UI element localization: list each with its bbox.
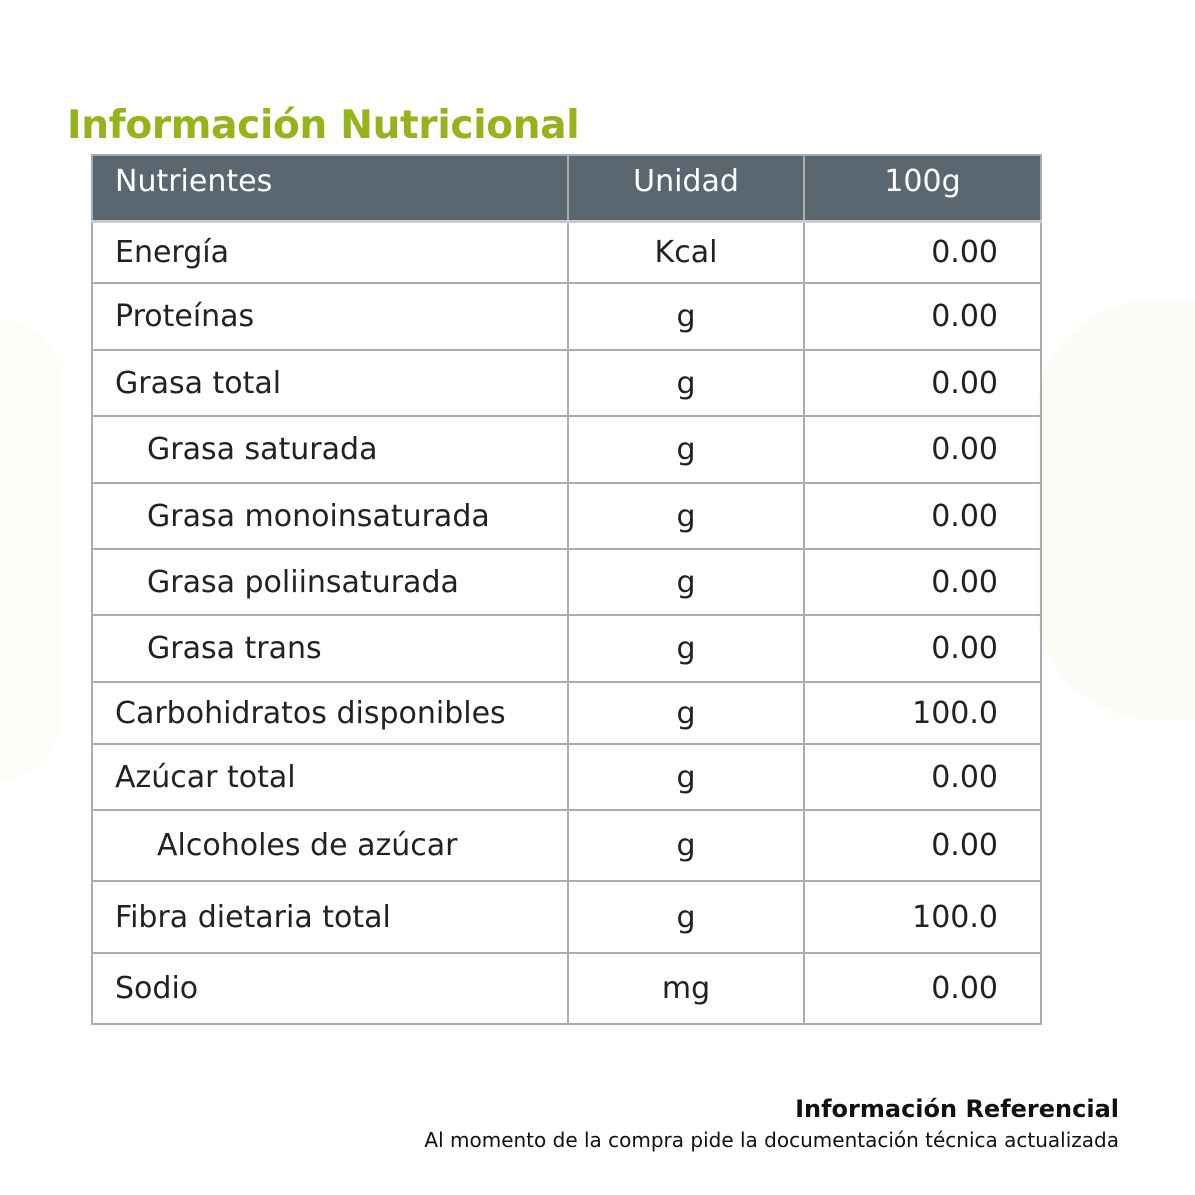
nutrient-value: 0.00 bbox=[804, 350, 1041, 416]
nutrient-value: 0.00 bbox=[804, 416, 1041, 483]
nutrient-unit: g bbox=[568, 416, 804, 483]
table-row bbox=[92, 881, 1041, 953]
table-row bbox=[92, 549, 1041, 615]
nutrient-name: Grasa total bbox=[92, 350, 568, 416]
nutrient-name: Sodio bbox=[92, 953, 568, 1024]
nutrient-name: Alcoholes de azúcar bbox=[92, 810, 568, 881]
nutrient-name: Carbohidratos disponibles bbox=[92, 682, 568, 744]
header-value: 100g bbox=[804, 155, 1041, 221]
nutrient-unit: g bbox=[568, 810, 804, 881]
nutrient-value: 0.00 bbox=[804, 221, 1041, 283]
nutrient-unit: g bbox=[568, 283, 804, 350]
table-row bbox=[92, 350, 1041, 416]
nutrient-name: Azúcar total bbox=[92, 744, 568, 810]
nutrient-unit: g bbox=[568, 744, 804, 810]
table-row bbox=[92, 953, 1041, 1024]
nutrient-value: 0.00 bbox=[804, 744, 1041, 810]
nutrient-value: 0.00 bbox=[804, 953, 1041, 1024]
nutrient-unit: g bbox=[568, 483, 804, 549]
background-shape-right bbox=[1035, 300, 1195, 720]
nutrient-value: 0.00 bbox=[804, 810, 1041, 881]
nutrient-value: 0.00 bbox=[804, 483, 1041, 549]
nutrition-table bbox=[91, 154, 1042, 1025]
nutrient-unit: g bbox=[568, 682, 804, 744]
header-unit: Unidad bbox=[568, 155, 804, 221]
nutrient-name: Grasa saturada bbox=[92, 416, 568, 483]
nutrition-table-body bbox=[92, 221, 1041, 1024]
table-row bbox=[92, 615, 1041, 682]
nutrient-value: 0.00 bbox=[804, 615, 1041, 682]
nutrient-unit: mg bbox=[568, 953, 804, 1024]
table-row bbox=[92, 810, 1041, 881]
nutrient-unit: g bbox=[568, 350, 804, 416]
nutrient-value: 0.00 bbox=[804, 549, 1041, 615]
nutrient-name: Proteínas bbox=[92, 283, 568, 350]
table-row bbox=[92, 483, 1041, 549]
nutrient-value: 100.0 bbox=[804, 881, 1041, 953]
footer-note bbox=[424, 1092, 1119, 1154]
nutrient-unit: g bbox=[568, 615, 804, 682]
table-row bbox=[92, 283, 1041, 350]
table-row bbox=[92, 744, 1041, 810]
nutrient-name: Grasa monoinsaturada bbox=[92, 483, 568, 549]
nutrition-table-header bbox=[92, 155, 1041, 221]
nutrient-unit: g bbox=[568, 549, 804, 615]
header-nutrient: Nutrientes bbox=[92, 155, 568, 221]
nutrient-name: Grasa poliinsaturada bbox=[92, 549, 568, 615]
nutrient-value: 100.0 bbox=[804, 682, 1041, 744]
nutrient-unit: g bbox=[568, 881, 804, 953]
footer-title: Información Referencial bbox=[795, 1095, 1119, 1123]
nutrient-unit: Kcal bbox=[568, 221, 804, 283]
nutrient-name: Grasa trans bbox=[92, 615, 568, 682]
background-shape-left bbox=[0, 320, 60, 780]
table-row bbox=[92, 682, 1041, 744]
header-row bbox=[92, 155, 1041, 221]
nutrient-value: 0.00 bbox=[804, 283, 1041, 350]
page-title: Información Nutricional bbox=[67, 103, 580, 148]
nutrient-name: Energía bbox=[92, 221, 568, 283]
table-row bbox=[92, 416, 1041, 483]
footer-subtitle: Al momento de la compra pide la documentación técnica actualizada bbox=[424, 1128, 1119, 1152]
nutrient-name: Fibra dietaria total bbox=[92, 881, 568, 953]
table-row bbox=[92, 221, 1041, 283]
